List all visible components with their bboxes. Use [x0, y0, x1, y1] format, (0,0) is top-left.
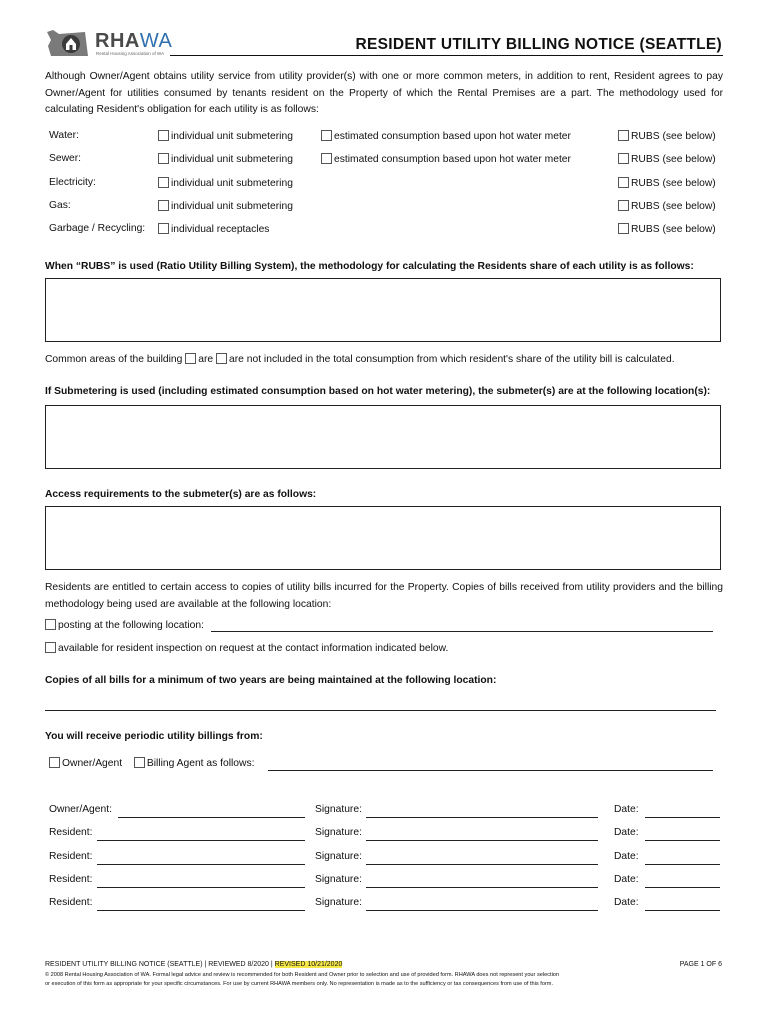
party-label: Owner/Agent: — [49, 804, 112, 815]
utility-option-submetering — [158, 200, 293, 212]
signature-label: Signature: — [315, 827, 362, 838]
logo — [45, 28, 173, 60]
submetering-label: individual unit submetering — [171, 131, 293, 142]
utility-label: Sewer: — [49, 153, 82, 164]
rubs-methodology-field[interactable] — [45, 278, 721, 342]
posting-label: posting at the following location: — [58, 620, 204, 631]
utility-label: Garbage / Recycling: — [49, 223, 146, 234]
submetering-checkbox[interactable] — [158, 223, 169, 234]
signature-label: Signature: — [315, 897, 362, 908]
party-label: Resident: — [49, 851, 93, 862]
submeter-location-field[interactable] — [45, 405, 721, 469]
utility-option-submetering — [158, 130, 293, 142]
date-line[interactable] — [645, 887, 720, 888]
logo-text-wa: WA — [139, 30, 173, 52]
hot-water-checkbox[interactable] — [321, 153, 332, 164]
signature-line[interactable] — [366, 887, 598, 888]
party-name-line[interactable] — [97, 864, 305, 865]
submetering-checkbox[interactable] — [158, 200, 169, 211]
utility-option-rubs — [618, 177, 716, 189]
footer-form-info — [45, 961, 342, 968]
copies-location-line[interactable] — [45, 710, 716, 711]
owner-agent-label: Owner/Agent — [62, 758, 123, 769]
billing-agent-line[interactable] — [268, 770, 713, 771]
submetering-checkbox[interactable] — [158, 130, 169, 141]
date-label: Date: — [614, 897, 639, 908]
posting-option — [45, 619, 204, 631]
utility-option-rubs — [618, 200, 716, 212]
utility-label: Water: — [49, 130, 79, 141]
utility-label: Gas: — [49, 200, 71, 211]
utility-option-submetering — [158, 223, 269, 235]
access-heading: Access requirements to the submeter(s) are as follows: — [45, 489, 317, 500]
page-title: RESIDENT UTILITY BILLING NOTICE (SEATTLE) — [355, 36, 722, 53]
submetering-label: individual unit submetering — [171, 201, 293, 212]
party-label: Resident: — [49, 897, 93, 908]
submetering-checkbox[interactable] — [158, 153, 169, 164]
rubs-checkbox[interactable] — [618, 130, 629, 141]
rubs-checkbox[interactable] — [618, 153, 629, 164]
logo-text-rha: RHA — [95, 30, 140, 52]
footer-left-text: RESIDENT UTILITY BILLING NOTICE (SEATTLE) | REVIEWED 8/2020 | — [45, 961, 273, 968]
rubs-label: RUBS (see below) — [631, 224, 716, 235]
party-label: Resident: — [49, 827, 93, 838]
footer-disclaimer-1: © 2008 Rental Housing Association of WA. Formal legal advice and review is recommended for both Resident and Owner prior to selection and use of provided form. RHAWA does not represent your selection — [45, 972, 560, 978]
submetering-label: individual unit submetering — [171, 154, 293, 165]
date-line[interactable] — [645, 817, 720, 818]
party-name-line[interactable] — [97, 887, 305, 888]
date-line[interactable] — [645, 864, 720, 865]
hot-water-label: estimated consumption based upon hot water meter — [334, 131, 571, 142]
party-name-line[interactable] — [118, 817, 305, 818]
signature-line[interactable] — [366, 817, 598, 818]
posting-location-line[interactable] — [211, 631, 713, 632]
party-name-line[interactable] — [97, 840, 305, 841]
footer-disclaimer-2: or execution of this form as appropriate for your specific circumstances. For use by current RHAWA members only. No representation is made as to the sufficiency or tax consequences from use of this form. — [45, 981, 554, 987]
rubs-checkbox[interactable] — [618, 177, 629, 188]
billing-agent-checkbox[interactable] — [134, 757, 145, 768]
date-label: Date: — [614, 804, 639, 815]
common-areas-line — [45, 353, 675, 365]
hot-water-checkbox[interactable] — [321, 130, 332, 141]
utility-option-submetering — [158, 153, 293, 165]
submetering-label: individual receptacles — [171, 224, 270, 235]
rubs-checkbox[interactable] — [618, 223, 629, 234]
common-areas-are-checkbox[interactable] — [185, 353, 196, 364]
utility-label: Electricity: — [49, 177, 96, 188]
signature-label: Signature: — [315, 851, 362, 862]
rubs-label: RUBS (see below) — [631, 178, 716, 189]
periodic-heading: You will receive periodic utility billings from: — [45, 731, 263, 742]
footer-revised: REVISED 10/21/2020 — [274, 961, 343, 968]
common-areas-are-not-label: are not included in the total consumption from which resident's share of the utility bill is calculated. — [229, 354, 675, 365]
signature-line[interactable] — [366, 840, 598, 841]
owner-agent-checkbox[interactable] — [49, 757, 60, 768]
party-label: Resident: — [49, 874, 93, 885]
rubs-label: RUBS (see below) — [631, 131, 716, 142]
submeter-heading: If Submetering is used (including estimated consumption based on hot water metering), the submeter(s) are at the following location(s): — [45, 386, 711, 397]
inspection-option — [45, 642, 448, 654]
inspection-label: available for resident inspection on request at the contact information indicated below. — [58, 643, 449, 654]
access-requirements-field[interactable] — [45, 506, 721, 570]
rubs-label: RUBS (see below) — [631, 201, 716, 212]
date-line[interactable] — [645, 840, 720, 841]
common-areas-are-not-checkbox[interactable] — [216, 353, 227, 364]
posting-checkbox[interactable] — [45, 619, 56, 630]
bills-access-paragraph: Residents are entitled to certain access to copies of utility bills incurred for the Property. Copies of bills received from utility providers and the billing methodology being used are available at the following location: — [45, 582, 723, 610]
logo-tagline: Rental Housing Association of WA — [96, 51, 165, 56]
utility-option-hot-water — [321, 153, 571, 165]
header-rule — [170, 55, 723, 56]
footer-page-number: PAGE 1 OF 6 — [679, 961, 722, 968]
utility-option-rubs — [618, 223, 716, 235]
common-areas-are-label: are — [198, 354, 214, 365]
utility-option-rubs — [618, 130, 716, 142]
party-name-line[interactable] — [97, 910, 305, 911]
common-areas-label: Common areas of the building — [45, 354, 183, 365]
date-line[interactable] — [645, 910, 720, 911]
utility-option-submetering — [158, 177, 293, 189]
signature-line[interactable] — [366, 910, 598, 911]
copies-heading: Copies of all bills for a minimum of two years are being maintained at the following location: — [45, 675, 497, 686]
utility-option-rubs — [618, 153, 716, 165]
intro-paragraph: Although Owner/Agent obtains utility service from utility provider(s) with one or more common meters, in addition to rent, Resident agrees to pay Owner/Agent for utilities consumed by tenants resident on the Property of which the Rental Premises are a part. The methodology used for calculating Resident's obligation for each utility is as follows: — [45, 71, 723, 115]
signature-label: Signature: — [315, 874, 362, 885]
rubs-checkbox[interactable] — [618, 200, 629, 211]
submetering-checkbox[interactable] — [158, 177, 169, 188]
date-label: Date: — [614, 827, 639, 838]
rubs-label: RUBS (see below) — [631, 154, 716, 165]
rubs-heading: When “RUBS” is used (Ratio Utility Billing System), the methodology for calculating the Residents share of each utility is as follows: — [45, 261, 694, 272]
signature-line[interactable] — [366, 864, 598, 865]
utility-option-hot-water — [321, 130, 571, 142]
signature-label: Signature: — [315, 804, 362, 815]
inspection-checkbox[interactable] — [45, 642, 56, 653]
submetering-label: individual unit submetering — [171, 178, 293, 189]
billing-source-options — [49, 757, 254, 769]
hot-water-label: estimated consumption based upon hot water meter — [334, 154, 571, 165]
washington-state-icon — [45, 28, 91, 60]
date-label: Date: — [614, 874, 639, 885]
date-label: Date: — [614, 851, 639, 862]
billing-agent-label: Billing Agent as follows: — [146, 758, 255, 769]
